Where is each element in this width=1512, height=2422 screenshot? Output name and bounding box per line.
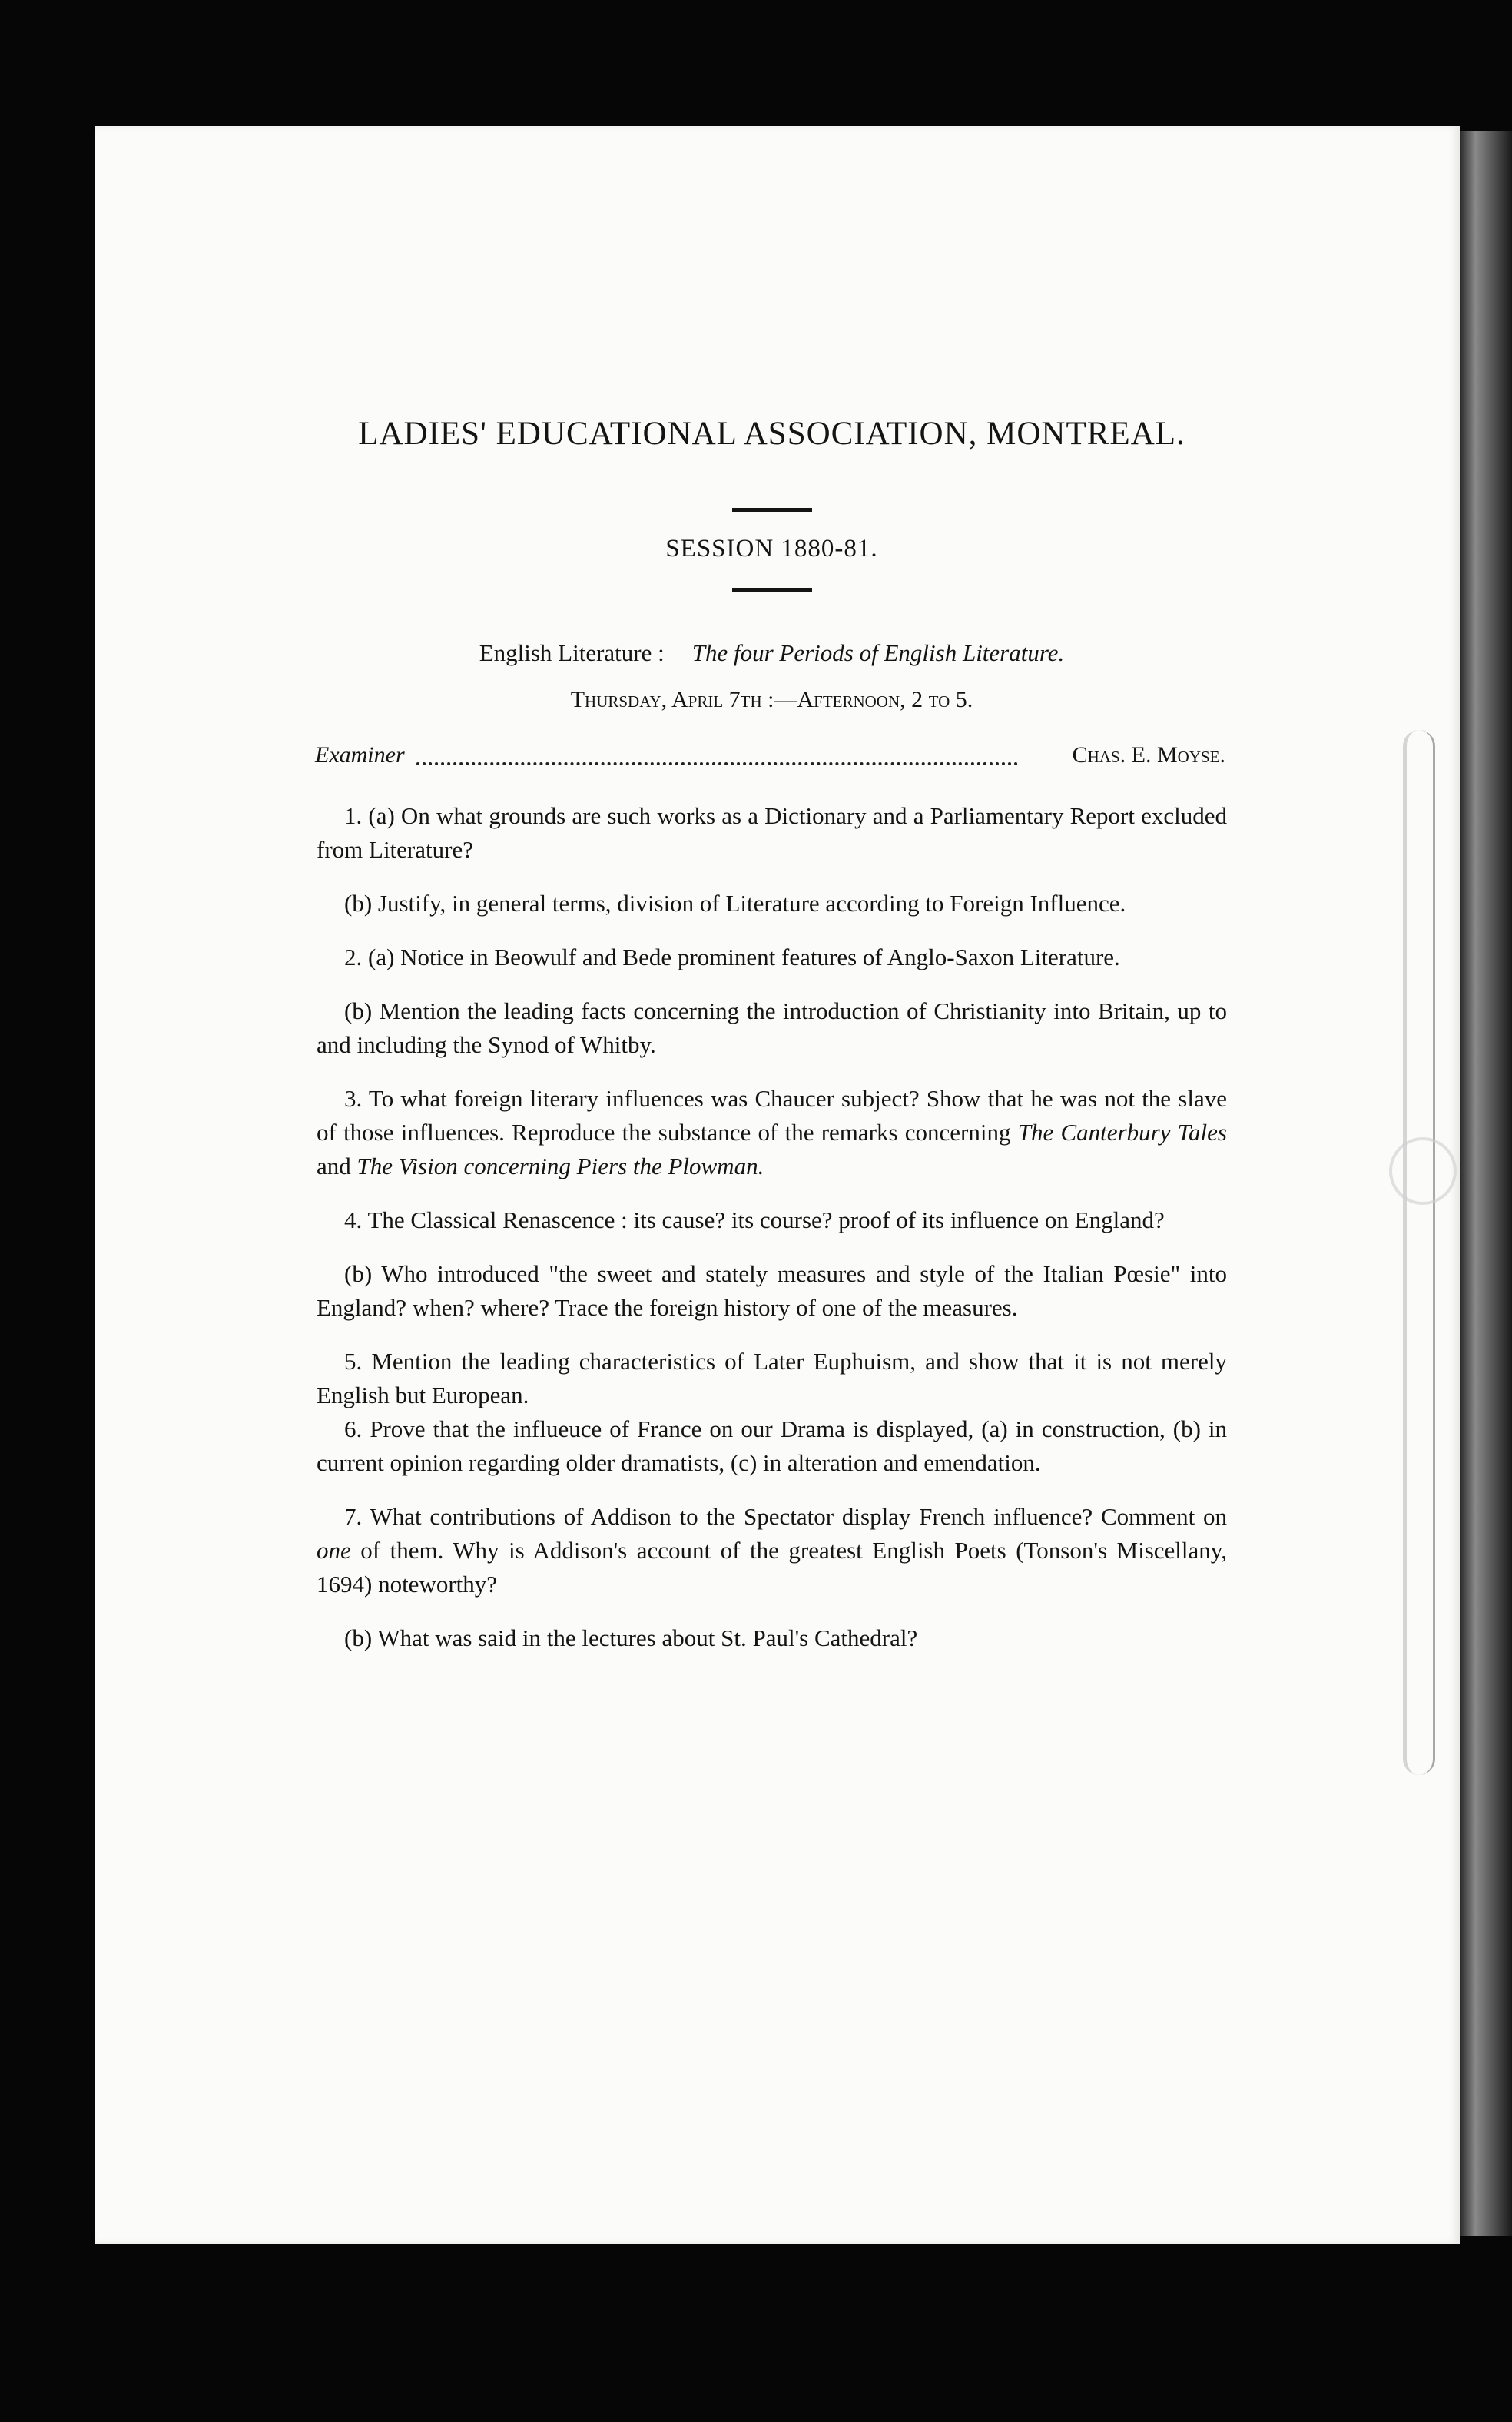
- binding-knot: [1389, 1137, 1457, 1205]
- title-divider: [732, 508, 812, 512]
- question-2a: 2. (a) Notice in Beowulf and Bede prominent features of Anglo-Saxon Literature.: [344, 944, 1120, 970]
- examiner-line: [315, 742, 1225, 773]
- question-7-text-end: of them. Why is Addison's account of the greatest English Poets (Tonson's Miscellany, 1694) noteworthy?: [317, 1537, 1227, 1598]
- subject-label: English Literature :: [479, 639, 665, 666]
- exam-paper: [317, 415, 1227, 1675]
- question-4: 4. The Classical Renascence : its cause? its course? proof of its influence on England?: [344, 1206, 1165, 1233]
- book-spine-edge: [1460, 131, 1512, 2236]
- question-3-title-piers: The Vision concerning Piers the Plowman.: [356, 1153, 764, 1179]
- question-5: 5. Mention the leading characteristics of Later Euphuism, and show that it is not merely English but European.: [317, 1348, 1227, 1408]
- subject-title: The four Periods of English Literature.: [691, 639, 1065, 666]
- question-1a: 1. (a) On what grounds are such works as a Dictionary and a Parliamentary Report excluded from Literature?: [317, 802, 1227, 863]
- question-3-text: 3. To what foreign literary influences was Chaucer subject? Show that he was not the slave of those influences. Reproduce the substance of the remarks concerning: [317, 1085, 1227, 1146]
- question-3-title-canterbury: The Canterbury Tales: [1017, 1119, 1227, 1146]
- question-7: [317, 1500, 1227, 1601]
- examiner-name: Chas. E. Moyse.: [1072, 742, 1225, 768]
- session-line: SESSION 1880-81.: [665, 535, 878, 562]
- page-title: LADIES' EDUCATIONAL ASSOCIATION, MONTREAL.: [358, 416, 1185, 452]
- question-7b: (b) What was said in the lectures about St. Paul's Cathedral?: [344, 1624, 918, 1651]
- question-3: [317, 1082, 1227, 1183]
- question-3-and: and: [317, 1153, 357, 1179]
- question-2b: (b) Mention the leading facts concerning the introduction of Christianity into Britain, up to and including the Synod of Whitby.: [317, 997, 1227, 1058]
- question-7-one: one: [317, 1537, 351, 1564]
- binding-string: [1403, 730, 1435, 1775]
- question-list: [317, 799, 1227, 1655]
- question-4b: (b) Who introduced "the sweet and stately measures and style of the Italian Pœsie" into England? when? where? Trace the foreign history of one of the measures.: [317, 1260, 1227, 1321]
- exam-date-line: Thursday, April 7th :—Afternoon, 2 to 5.: [570, 687, 973, 712]
- question-1b: (b) Justify, in general terms, division of Literature according to Foreign Influence.: [344, 890, 1126, 917]
- session-divider: [732, 588, 812, 592]
- subject-line: [317, 639, 1227, 667]
- leader-dots: [416, 745, 1018, 765]
- examiner-label: Examiner: [315, 742, 405, 768]
- question-6: 6. Prove that the influeuce of France on our Drama is displayed, (a) in construction, (b) in current opinion regarding older dramatists, (c) in alteration and emendation.: [317, 1415, 1227, 1476]
- question-7-text: 7. What contributions of Addison to the Spectator display French influence? Comment on: [344, 1503, 1227, 1530]
